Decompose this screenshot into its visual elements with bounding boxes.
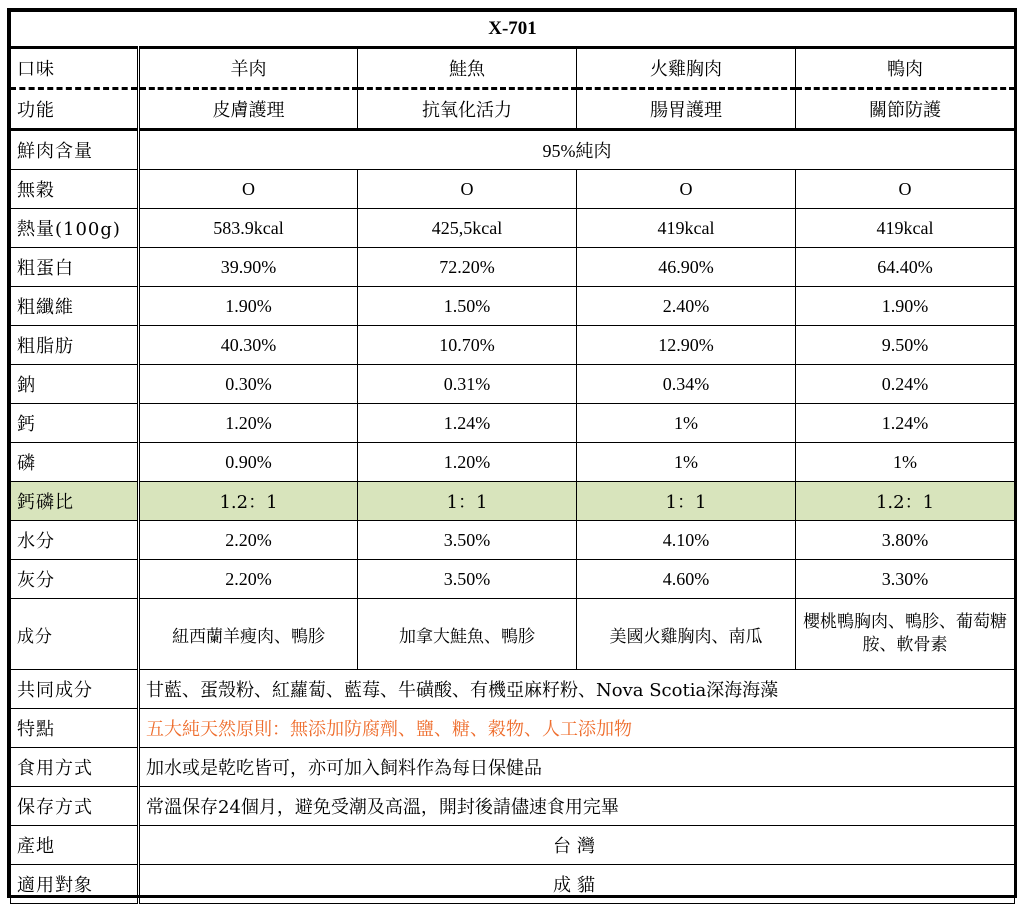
table-cell: 2.20%: [139, 521, 358, 560]
table-cell: 39.90%: [139, 248, 358, 287]
table-cell: 皮膚護理: [139, 89, 358, 130]
table-cell: 成貓: [139, 865, 1015, 904]
function-row: [11, 89, 1015, 130]
row-label: 共同成分: [11, 670, 139, 709]
table-cell: 425,5kcal: [358, 209, 577, 248]
table-cell: 1.2：1: [796, 482, 1015, 521]
spec-table: [10, 11, 1015, 904]
table-cell: 419kcal: [577, 209, 796, 248]
table-cell: 紐西蘭羊瘦肉、鴨胗: [139, 599, 358, 670]
sodium-row: [11, 365, 1015, 404]
table-cell: 4.60%: [577, 560, 796, 599]
moisture-row: [11, 521, 1015, 560]
table-cell: 加拿大鮭魚、鴨胗: [358, 599, 577, 670]
table-cell: 0.24%: [796, 365, 1015, 404]
table-cell: 1.24%: [796, 404, 1015, 443]
table-cell: 1.90%: [139, 287, 358, 326]
row-label: 水分: [11, 521, 139, 560]
table-cell: 0.30%: [139, 365, 358, 404]
table-cell: 1.24%: [358, 404, 577, 443]
row-label: 成分: [11, 599, 139, 670]
common-ingredients-row: [11, 670, 1015, 709]
features-row: [11, 709, 1015, 748]
table-cell: 五大純天然原則：無添加防腐劑、鹽、糖、穀物、人工添加物: [139, 709, 1015, 748]
row-label: 鈉: [11, 365, 139, 404]
table-cell: 0.34%: [577, 365, 796, 404]
table-cell: 1%: [577, 443, 796, 482]
flavor-row: [11, 48, 1015, 89]
table-cell: 腸胃護理: [577, 89, 796, 130]
grain-free-row: [11, 170, 1015, 209]
row-label: 粗蛋白: [11, 248, 139, 287]
table-cell: 0.90%: [139, 443, 358, 482]
target-row: [11, 865, 1015, 904]
row-label: 鮮肉含量: [11, 130, 139, 170]
table-cell: 1.20%: [139, 404, 358, 443]
ca-p-ratio-row: [11, 482, 1015, 521]
column-header: 羊肉: [139, 48, 358, 89]
row-label: 保存方式: [11, 787, 139, 826]
column-header: 鴨肉: [796, 48, 1015, 89]
table-cell: O: [358, 170, 577, 209]
table-cell: 10.70%: [358, 326, 577, 365]
ash-row: [11, 560, 1015, 599]
row-label: 特點: [11, 709, 139, 748]
column-header: 鮭魚: [358, 48, 577, 89]
phosphorus-row: [11, 443, 1015, 482]
table-cell: 1.20%: [358, 443, 577, 482]
table-cell: 1：1: [358, 482, 577, 521]
origin-row: [11, 826, 1015, 865]
table-cell: O: [796, 170, 1015, 209]
table-cell: 台灣: [139, 826, 1015, 865]
row-label: 口味: [11, 48, 139, 89]
table-cell: 關節防護: [796, 89, 1015, 130]
table-cell: 1.50%: [358, 287, 577, 326]
table-cell: 64.40%: [796, 248, 1015, 287]
fiber-row: [11, 287, 1015, 326]
table-cell: 9.50%: [796, 326, 1015, 365]
row-label: 無穀: [11, 170, 139, 209]
row-label: 鈣: [11, 404, 139, 443]
row-label: 粗脂肪: [11, 326, 139, 365]
table-cell: 美國火雞胸肉、南瓜: [577, 599, 796, 670]
table-cell: 1.2：1: [139, 482, 358, 521]
table-cell: 加水或是乾吃皆可，亦可加入飼料作為每日保健品: [139, 748, 1015, 787]
title-row: [11, 12, 1015, 48]
table-cell: 櫻桃鴨胸肉、鴨胗、葡萄糖胺、軟骨素: [796, 599, 1015, 670]
table-cell: 3.50%: [358, 560, 577, 599]
table-cell: 1%: [796, 443, 1015, 482]
calcium-row: [11, 404, 1015, 443]
spec-table-frame: [7, 8, 1017, 898]
table-cell: 95%純肉: [139, 130, 1015, 170]
table-cell: 419kcal: [796, 209, 1015, 248]
row-label: 熱量(100g): [11, 209, 139, 248]
ingredients-row: [11, 599, 1015, 670]
table-cell: 4.10%: [577, 521, 796, 560]
row-label: 功能: [11, 89, 139, 130]
table-cell: 12.90%: [577, 326, 796, 365]
table-title: X-701: [11, 12, 1015, 48]
row-label: 適用對象: [11, 865, 139, 904]
table-cell: O: [139, 170, 358, 209]
table-cell: 3.50%: [358, 521, 577, 560]
row-label: 磷: [11, 443, 139, 482]
storage-row: [11, 787, 1015, 826]
calories-row: [11, 209, 1015, 248]
row-label: 食用方式: [11, 748, 139, 787]
table-cell: 抗氧化活力: [358, 89, 577, 130]
table-cell: 1.90%: [796, 287, 1015, 326]
protein-row: [11, 248, 1015, 287]
table-cell: 2.40%: [577, 287, 796, 326]
row-label: 產地: [11, 826, 139, 865]
table-cell: 甘藍、蛋殼粉、紅蘿蔔、藍莓、牛磺酸、有機亞麻籽粉、Nova Scotia深海海藻: [139, 670, 1015, 709]
table-cell: 1%: [577, 404, 796, 443]
table-cell: 2.20%: [139, 560, 358, 599]
meat-row: [11, 130, 1015, 170]
table-cell: 1：1: [577, 482, 796, 521]
table-cell: 0.31%: [358, 365, 577, 404]
table-cell: 72.20%: [358, 248, 577, 287]
table-cell: O: [577, 170, 796, 209]
row-label: 鈣磷比: [11, 482, 139, 521]
usage-row: [11, 748, 1015, 787]
table-cell: 3.30%: [796, 560, 1015, 599]
column-header: 火雞胸肉: [577, 48, 796, 89]
table-cell: 583.9kcal: [139, 209, 358, 248]
table-cell: 46.90%: [577, 248, 796, 287]
row-label: 粗纖維: [11, 287, 139, 326]
table-cell: 常溫保存24個月，避免受潮及高溫，開封後請儘速食用完畢: [139, 787, 1015, 826]
table-cell: 3.80%: [796, 521, 1015, 560]
table-cell: 40.30%: [139, 326, 358, 365]
row-label: 灰分: [11, 560, 139, 599]
fat-row: [11, 326, 1015, 365]
